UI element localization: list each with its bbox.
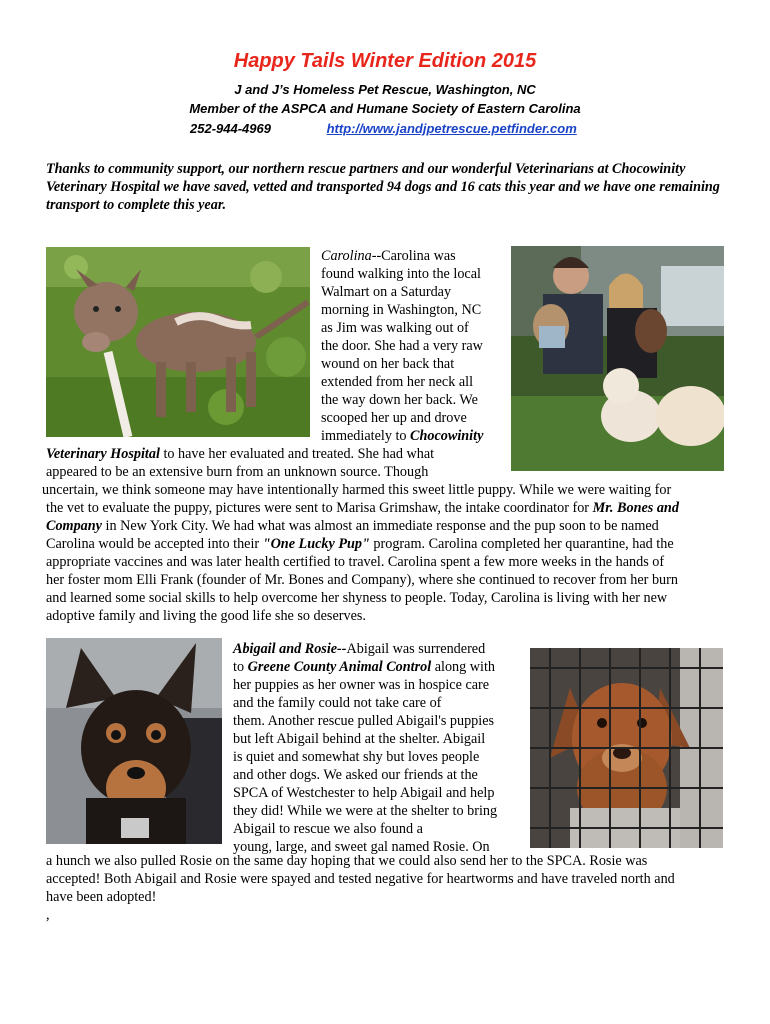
abigail-rosie-name: Abigail and Rosie-- <box>233 641 347 657</box>
carolina-story-body: Veterinary Hospital to have her evaluated and treated. She had what appeared to be an extensive burn from an unknown source. Though uncertain, we think someone may have intentionally harmed this sweet little puppy. While we were waiting for the vet to evaluate the puppy, pictures were sent to Marisa Grimshaw, the intake coordinator for Mr. Bones and Company in New York City. We had what was almost an immediate response and the pup soon to be named Carolina would be accepted into their "One Lucky Pup" program. Carolina completed her quarantine, had the appropriate vaccines and was later health certified to travel. Carolina spent a few more weeks in the hands of her foster mom Elli Frank (founder of Mr. Bones and Company), where she continued to recover from her burn and learned some social skills to help overcome her shyness to people. Today, Carolina is living with her new adoptive family and living the good life she so deserves. <box>42 446 679 624</box>
abigail-dog-photo <box>46 638 222 844</box>
website-link[interactable]: http://www.jandjpetrescue.petfinder.com <box>326 121 577 136</box>
contact-line <box>190 121 577 136</box>
program-name: "One Lucky Pup" <box>262 536 370 552</box>
animal-control-name: Greene County Animal Control <box>247 659 432 675</box>
rosie-dog-photo <box>530 648 723 848</box>
carolina-puppy-photo <box>46 247 310 437</box>
phone-number: 252-944-4969 <box>190 121 271 136</box>
abigail-story-side: Abigail and Rosie--Abigail was surrendered to Greene County Animal Control along with her puppies as her owner was in hospice care and the family could not take care of them. Another rescue pulled Abigail's puppies but left Abigail behind at the shelter. Abigail is quiet and somewhat shy but loves people and other dogs. We asked our friends at the SPCA of Westchester to help Abigail and help they did! While we were at the shelter to bring Abigail to rescue we also found a young, large, and sweet gal named Rosie. On <box>233 641 498 855</box>
adoptive-family-photo <box>511 246 724 471</box>
partner-org-name: Mr. Bones and <box>592 500 679 516</box>
organization-line: J and J’s Homeless Pet Rescue, Washington, NC <box>234 82 536 97</box>
carolina-story-side: Carolina--Carolina was found walking into the local Walmart on a Saturday morning in Washington, NC as Jim was walking out of the door. She had a very raw wound on her back that extended from her neck all the way down her back. We scooped her up and drove immediately to Chocowinity <box>321 248 484 444</box>
carolina-name: Carolina <box>321 248 372 264</box>
intro-paragraph: Thanks to community support, our northern rescue partners and our wonderful Veterinarians at Chocowinity Veterinary Hospital we have saved, vetted and transported 94 dogs and 16 cats this year and we have one remaining transport to complete this year. <box>46 161 720 213</box>
newsletter-title: Happy Tails Winter Edition 2015 <box>233 50 537 72</box>
membership-line: Member of the ASPCA and Humane Society of Eastern Carolina <box>189 101 581 116</box>
abigail-story-body: a hunch we also pulled Rosie on the same day hoping that we could also send her to the SPCA. Rosie was accepted! Both Abigail and Rosie were spayed and tested negative for heartworms and have traveled north and have been adopted! , <box>46 853 675 923</box>
hospital-name: Chocowinity <box>410 428 484 444</box>
